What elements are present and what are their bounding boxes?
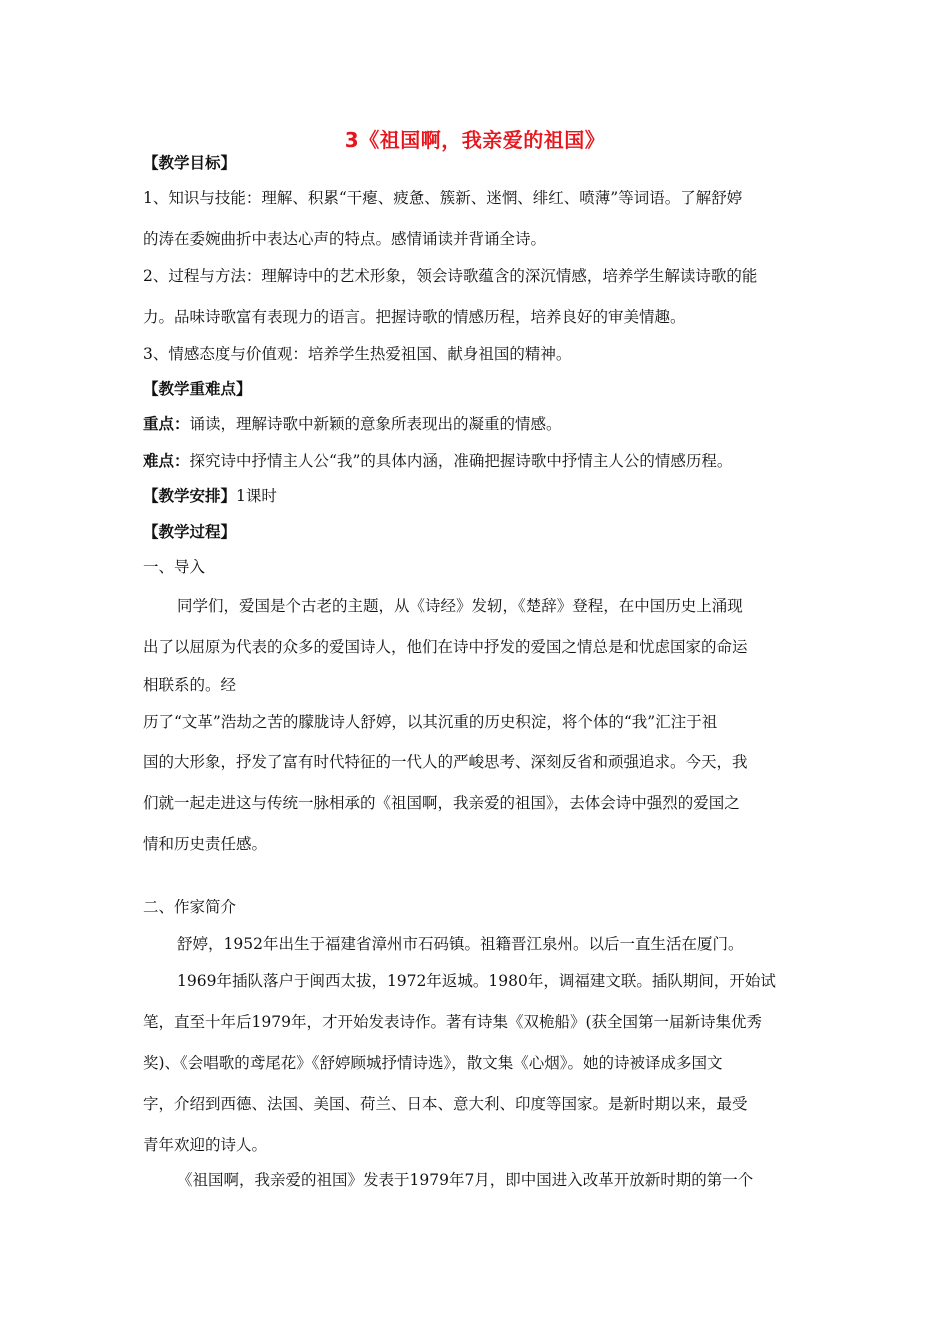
schedule-line: [143, 485, 277, 507]
intro-paragraph-2-line-1: 历了“文革”浩劫之苦的朦胧诗人舒婷，以其沉重的历史积淀，将个体的“我”汇注于祖: [143, 713, 718, 731]
intro-paragraph-2-line-2: 国的大形象，抒发了富有时代特征的一代人的严峻思考、深刻反省和顽强追求。今天，我: [143, 753, 748, 771]
key-point-label: 重点：: [143, 415, 190, 433]
document-title: 3《祖国啊，我亲爱的祖国》: [344, 128, 606, 152]
process-heading: 【教学过程】: [143, 523, 237, 541]
intro-paragraph-2-line-3: 们就一起走进这与传统一脉相承的《祖国啊，我亲爱的祖国》，去体会诗中强烈的爱国之: [143, 794, 740, 812]
intro-heading: 一、导入: [143, 558, 206, 576]
key-point-line: [143, 413, 562, 435]
author-paragraph-2-line-2: 笔，直至十年后1979年，才开始发表诗作。著有诗集《双桅船》(获全国第一届新诗集优秀: [143, 1013, 762, 1031]
schedule-text: 1课时: [236, 487, 277, 505]
schedule-heading: 【教学安排】: [143, 487, 237, 505]
intro-paragraph-2-line-4: 情和历史责任感。: [143, 835, 268, 853]
author-paragraph-2-line-3: 奖)、《会唱歌的鸢尾花》《舒婷顾城抒情诗选》，散文集《心烟》。她的诗被译成多国文: [143, 1054, 723, 1072]
intro-paragraph-1-line-3: 相联系的。经: [143, 676, 237, 694]
author-paragraph-1: 舒婷，1952年出生于福建省漳州市石码镇。祖籍晋江泉州。以后一直生活在厦门。: [177, 935, 744, 953]
objectives-heading: 【教学目标】: [143, 154, 237, 172]
objective-2-line-2: 力。品味诗歌富有表现力的语言。把握诗歌的情感历程，培养良好的审美情趣。: [143, 308, 686, 326]
objective-3: 3、情感态度与价值观：培养学生热爱祖国、献身祖国的精神。: [143, 345, 572, 363]
author-paragraph-3: 《祖国啊，我亲爱的祖国》发表于1979年7月，即中国进入改革开放新时期的第一个: [177, 1171, 754, 1189]
author-heading: 二、作家简介: [143, 898, 237, 916]
author-paragraph-2-line-5: 青年欢迎的诗人。: [143, 1136, 268, 1154]
intro-paragraph-1-line-2: 出了以屈原为代表的众多的爱国诗人，他们在诗中抒发的爱国之情总是和忧虑国家的命运: [143, 638, 748, 656]
difficulty-text: 探究诗中抒情主人公“我”的具体内涵，准确把握诗歌中抒情主人公的情感历程。: [189, 452, 733, 470]
difficulty-label: 难点：: [143, 452, 190, 470]
key-point-text: 诵读，理解诗歌中新颖的意象所表现出的凝重的情感。: [189, 415, 562, 433]
intro-paragraph-1-line-1: 同学们，爱国是个古老的主题，从《诗经》发轫，《楚辞》登程，在中国历史上涌现: [177, 597, 743, 615]
objective-1-line-1: 1、知识与技能：理解、积累“干瘪、疲惫、簇新、迷惘、绯红、喷薄”等词语。了解舒婷: [143, 189, 743, 207]
objective-2-line-1: 2、过程与方法：理解诗中的艺术形象，领会诗歌蕴含的深沉情感，培养学生解读诗歌的能: [143, 267, 758, 285]
author-paragraph-2-line-4: 字，介绍到西德、法国、美国、荷兰、日本、意大利、印度等国家。是新时期以来，最受: [143, 1095, 748, 1113]
objective-1-line-2: 的涛在委婉曲折中表达心声的特点。感情诵读并背诵全诗。: [143, 230, 547, 248]
key-points-heading: 【教学重难点】: [143, 380, 252, 398]
difficulty-line: [143, 450, 732, 472]
author-paragraph-2-line-1: 1969年插队落户于闽西太拔，1972年返城。1980年，调福建文联。插队期间，开始试: [177, 972, 776, 990]
